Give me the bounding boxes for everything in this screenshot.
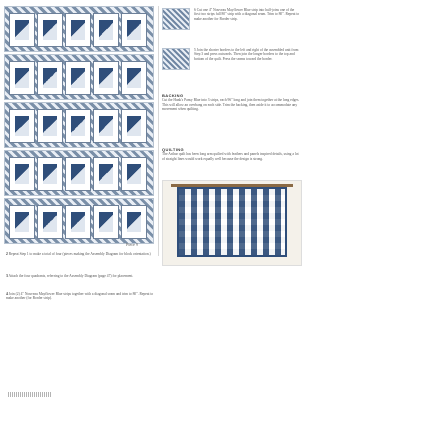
thumbnail-image-1 <box>162 8 190 30</box>
step-image-1 <box>4 6 154 52</box>
step-5-text: 5 Join the shorter borders to the left and right of the assembled unit from Step 3 and press outwards. Then join the longer borders to the top and bottom of the quilt. Press the seams toward the border. <box>194 48 299 61</box>
step-image-4 <box>4 150 154 196</box>
quilting-text: The Arthur quilt has been long arm quilted with feathers and panels inspired details, using a lot of straight lines would work equally well because the design is strong. <box>162 152 299 161</box>
step-paragraph-2 <box>6 252 156 256</box>
quilt-image <box>177 187 287 257</box>
finished-quilt-photo <box>162 180 302 266</box>
step-number: 4 <box>6 292 8 296</box>
backing-section <box>162 94 302 112</box>
step-text: Repeat Step 1 to make a total of four (pieces making the Assembly Diagram for block orientation.) <box>8 252 151 256</box>
backing-heading: BACKING <box>162 93 184 98</box>
step-text: Attach the four quadrants, referring to the Assembly Diagram (page 47) for placement. <box>8 274 134 278</box>
image-caption: Piece 9 <box>126 242 138 247</box>
footer-barcode <box>8 392 52 397</box>
step-paragraph-4 <box>6 292 156 301</box>
step-number: 3 <box>6 274 8 278</box>
step-images <box>2 6 157 256</box>
step-image-2 <box>4 54 154 100</box>
step-number: 2 <box>6 252 8 256</box>
step-text: Join (2) 4" Nouveau Mayflower Blue strips together with a diagonal seam and trim to 80". Repeat to make another (for Border strip). <box>6 292 154 301</box>
column-divider <box>158 6 159 256</box>
thumbnail-image-2 <box>162 48 190 70</box>
step-image-5 <box>4 198 154 244</box>
quilting-section <box>162 148 302 161</box>
step-paragraph-3 <box>6 274 156 278</box>
step-6-text: 6 Cut one 4" Nouveau Mayflower Blue strip into half-joins one of the first two strips full 80" strip with a diagonal seam. Trim to 80". Repeat to make another for Border strip. <box>194 8 300 21</box>
quilting-heading: QUILTING <box>162 147 185 152</box>
backing-text: Cut the Hank's Pansy Blue into 3 strips, each 96" long and join them together at the long edges. This will allow an overhang on each side. Trim the backing, then aside it to accommodate any movement when quilting. <box>162 98 300 112</box>
step-image-3 <box>4 102 154 148</box>
